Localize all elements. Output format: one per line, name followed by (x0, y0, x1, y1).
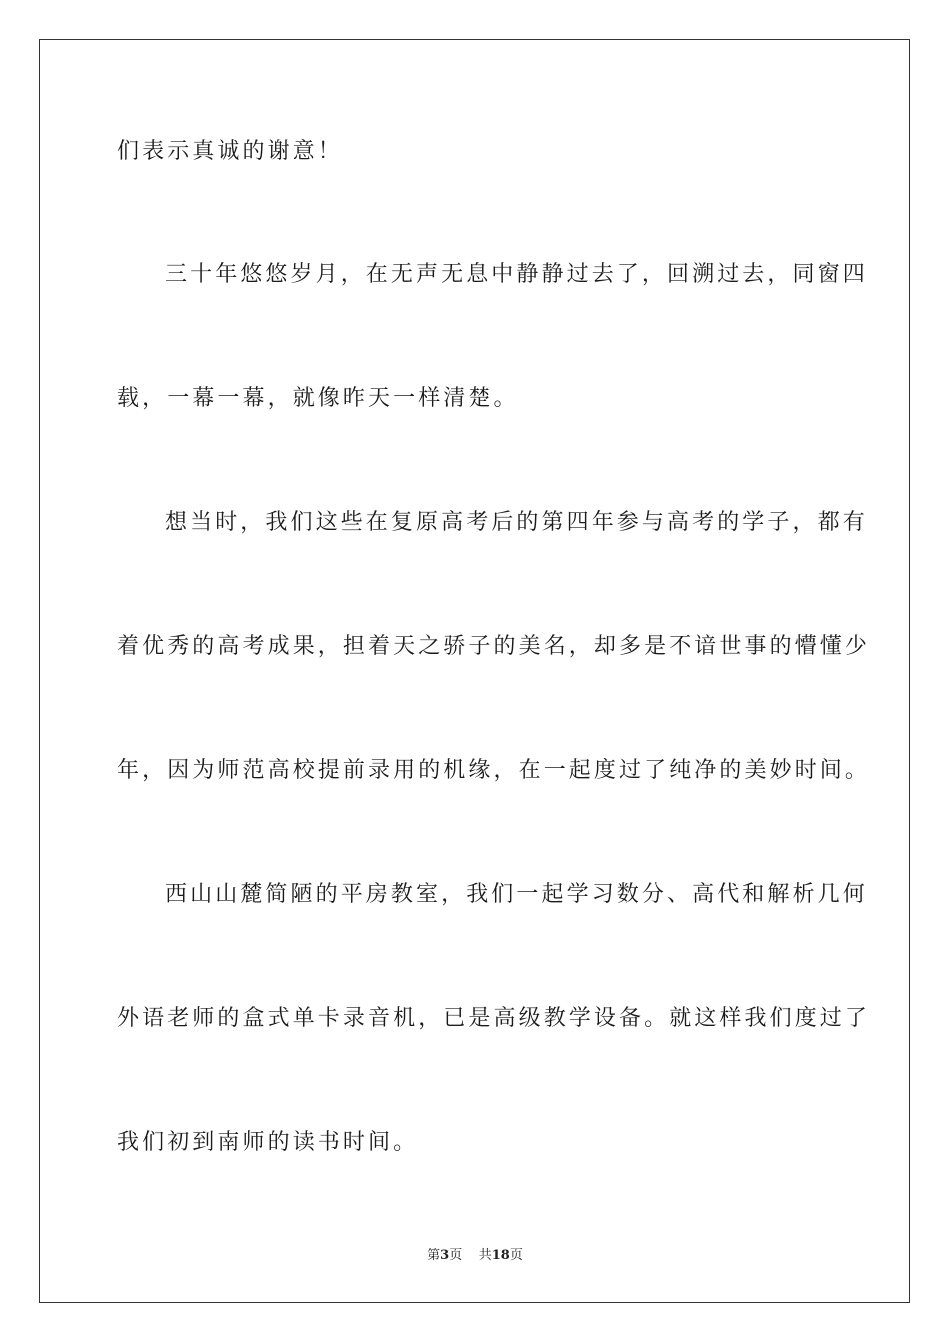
text-line-3: 载，一幕一幕，就像昨天一样清楚。 (117, 386, 519, 411)
text-line-1: 们表示真诚的谢意！ (117, 139, 343, 164)
page-suffix: 页 (449, 1248, 463, 1263)
page-footer (0, 1247, 950, 1265)
total-prefix: 共 (478, 1248, 492, 1263)
text-line-2: 三十年悠悠岁月，在无声无息中静静过去了，回溯过去，同窗四 (165, 262, 868, 287)
text-line-6: 年，因为师范高校提前录用的机缘，在一起度过了纯净的美妙时间。 (117, 758, 871, 783)
total-pages: 18 (491, 1248, 510, 1263)
total-suffix: 页 (509, 1248, 523, 1263)
page-frame (39, 39, 910, 1303)
text-line-8: 外语老师的盒式单卡录音机，已是高级教学设备。就这样我们度过了 (117, 1006, 871, 1031)
text-line-5: 着优秀的高考成果，担着天之骄子的美名，却多是不谙世事的懵懂少 (117, 634, 871, 659)
page-prefix: 第 (427, 1248, 441, 1263)
text-line-9: 我们初到南师的读书时间。 (117, 1130, 419, 1155)
text-line-4: 想当时，我们这些在复原高考后的第四年参与高考的学子，都有 (165, 510, 868, 535)
page-number: 3 (440, 1248, 450, 1263)
text-line-7: 西山山麓简陋的平房教室，我们一起学习数分、高代和解析几何 (165, 882, 868, 907)
